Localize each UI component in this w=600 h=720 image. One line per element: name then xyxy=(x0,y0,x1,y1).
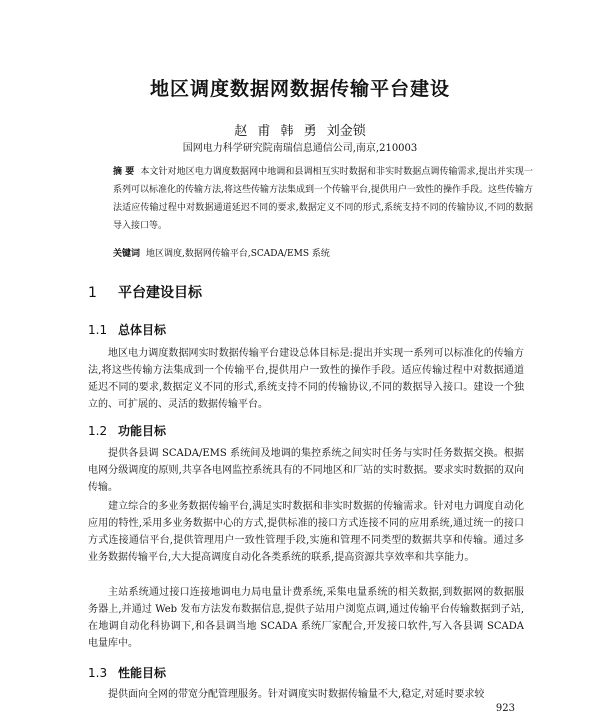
affiliation: 国网电力科学研究院南瑞信息通信公司,南京,210003 xyxy=(182,143,418,154)
subsection-heading-1-3 xyxy=(88,664,166,681)
body-paragraph: 提供面向全网的带宽分配管理服务。针对调度实时数据传输量不大,稳定,对延时要求较 xyxy=(108,689,485,700)
subsection-heading-1-1 xyxy=(88,321,166,338)
subsection-heading-1-2 xyxy=(88,422,166,439)
author-list: 赵 甫 韩 勇 刘金锁 xyxy=(234,124,366,139)
abstract-text: 本文针对地区电力调度数据网中地调和县调相互实时数据和非实时数据点调传输需求,提出并实现一系列可以标准化的传输方法,将这些传输方法集成到一个传输平台,提供用户一致性的操作手段。这些传输方法适应传输过程中对数据通道延迟不同的要求,数据定义不同的形式,系统支持不同的传输协议,不同的数据导入接口等。 xyxy=(113,167,533,231)
section-heading-1 xyxy=(88,282,202,302)
abstract-block xyxy=(113,163,533,235)
section-title: 平台建设目标 xyxy=(118,285,202,301)
subsection-title: 性能目标 xyxy=(118,666,167,680)
body-paragraph: 主站系统通过接口连接地调电力局电量计费系统,采集电量系统的相关数据,到数据网的数据服务器上,并通过 Web 发布方法发布数据信息,提供子站用户浏览点调,通过传输平台传输数据到子站,在地调自动化科协调下,和各县调当地 SCADA 系统厂家配合,开发接口软件,写入各县调 SCADA 电量库中。 xyxy=(88,587,524,649)
body-paragraph: 建立综合的多业务数据传输平台,满足实时数据和非实时数据的传输需求。针对电力调度自动化应用的特性,采用多业务数据中心的方式,提供标准的接口方式连接不同的应用系统,通过统一的接口方式连接通信平台,提供管理用户一致性管理手段,实施和管理不同类型的数据共享和传输。通过多业务数据传输平台,大大提高调度自动化各类系统的联系,提高资源共享效率和共享能力。 xyxy=(88,501,524,563)
paper-title: 地区调度数据网数据传输平台建设 xyxy=(149,78,450,100)
body-paragraph: 提供各县调 SCADA/EMS 系统间及地调的集控系统之间实时任务与实时任务数据交换。根据电网分级调度的原则,共享各电网监控系统具有的不同地区和厂站的实时数据。要求实时数据的双向传输。 xyxy=(88,448,524,493)
subsection-number: 1.3 xyxy=(88,666,108,680)
body-paragraph: 地区电力调度数据网实时数据传输平台建设总体目标是:提出并实现一系列可以标准化的传输方法,将这些传输方法集成到一个传输平台,提供用户一致性的操作手段。适应传输过程中对数据通道延迟不同的要求,数据定义不同的形式,系统支持不同的传输协议,不同的数据导入接口。建设一个独立的、可扩展的、灵活的数据传输平台。 xyxy=(88,348,524,410)
subsection-title: 功能目标 xyxy=(118,424,167,438)
abstract-label: 摘 要 xyxy=(113,167,135,177)
keywords-text: 地区调度,数据网传输平台,SCADA/EMS 系统 xyxy=(146,249,330,259)
page-number: 923 xyxy=(495,703,515,714)
section-number: 1 xyxy=(88,285,97,301)
keywords-label: 关键词 xyxy=(113,249,141,259)
subsection-number: 1.1 xyxy=(88,323,108,337)
keywords-block xyxy=(113,246,533,259)
subsection-title: 总体目标 xyxy=(118,323,167,337)
subsection-number: 1.2 xyxy=(88,424,108,438)
